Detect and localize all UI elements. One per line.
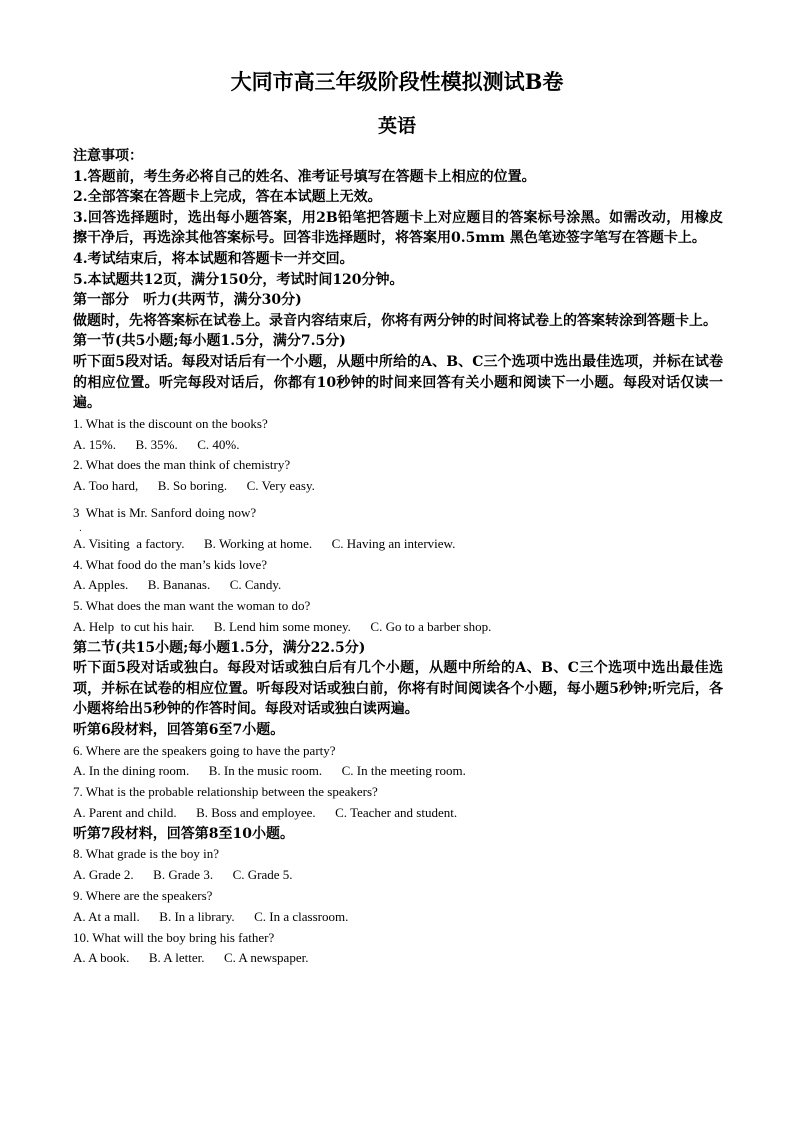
question-4-options: A. Apples. B. Bananas. C. Candy. (73, 577, 282, 593)
note-item-2: 2.全部答案在答题卡上完成，答在本试题上无效。 (73, 189, 382, 206)
question-10: 10. What will the boy bring his father? (73, 929, 275, 945)
question-1: 1. What is the discount on the books? (73, 415, 268, 431)
section2-heading: 第二节(共15小题;每小题1.5分，满分22.5分) (73, 639, 366, 656)
subject-title: 英语 (377, 115, 416, 137)
question-9: 9. Where are the speakers? (73, 888, 213, 904)
question-3-options: A. Visiting a factory. B. Working at home. C. Having an interview. (73, 535, 456, 551)
material-6-heading: 听第6段材料，回答第6至7小题。 (73, 722, 285, 739)
exam-content (73, 146, 723, 969)
question-2-options: A. Too hard, B. So boring. C. Very easy. (73, 478, 315, 494)
question-5: 5. What does the man want the woman to do? (73, 598, 311, 614)
question-2: 2. What does the man think of chemistry? (73, 457, 291, 473)
section1-instruction: 听下面5段对话。每段对话后有一个小题，从题中所给的A、B、C三个选项中选出最佳选项，并标在试卷的相应位置。听完每段对话后，你都有10秒钟的时间来回答有关小题和阅读下一小题。每段对话仅读一遍。 (73, 353, 723, 412)
question-8-options: A. Grade 2. B. Grade 3. C. Grade 5. (73, 867, 293, 883)
question-10-options: A. A book. B. A letter. C. A newspaper. (73, 950, 309, 966)
note-item-4: 4.考试结束后，将本试题和答题卡一并交回。 (73, 250, 354, 267)
material-7-heading: 听第7段材料，回答第8至10小题。 (73, 825, 294, 842)
question-5-options: A. Help to cut his hair. B. Lend him some money. C. Go to a barber shop. (73, 618, 492, 634)
question-6-options: A. In the dining room. B. In the music room. C. In the meeting room. (73, 763, 466, 779)
question-9-options: A. At a mall. B. In a library. C. In a classroom. (73, 908, 349, 924)
question-1-options: A. 15%. B. 35%. C. 40%. (73, 436, 240, 452)
question-6: 6. Where are the speakers going to have the party? (73, 742, 336, 758)
stray-mark: . (79, 523, 82, 534)
question-3: 3 What is Mr. Sanford doing now? (73, 504, 257, 520)
question-4: 4. What food do the man’s kids love? (73, 556, 268, 572)
notes-heading: 注意事项： (73, 148, 143, 164)
note-item-3: 3.回答选择题时，选出每小题答案，用2B铅笔把答题卡上对应题目的答案标号涂黑。如需改动，用橡皮擦干净后，再选涂其他答案标号。回答非选择题时，将答案用0.5mm 黑色笔迹签字笔写在答题卡上。 (73, 209, 723, 247)
part1-heading: 第一部分 听力(共两节，满分30分) (73, 292, 302, 309)
question-7: 7. What is the probable relationship between the speakers? (73, 784, 378, 800)
part1-instruction: 做题时，先将答案标在试卷上。录音内容结束后，你将有两分钟的时间将试卷上的答案转涂到答题卡上。 (73, 312, 717, 329)
section2-instruction: 听下面5段对话或独白。每段对话或独白后有几个小题，从题中所给的A、B、C三个选项中选出最佳选项，并标在试卷的相应位置。听每段对话或独白前，你将有时间阅读各个小题，每小题5秒钟;听完后，各小题将给出5秒钟的作答时间。每段对话或独白读两遍。 (73, 660, 723, 718)
note-item-1: 1.答题前，考生务必将自己的姓名、准考证号填写在答题卡上相应的位置。 (73, 168, 536, 185)
question-7-options: A. Parent and child. B. Boss and employee. C. Teacher and student. (73, 805, 458, 821)
question-8: 8. What grade is the boy in? (73, 846, 219, 862)
exam-title: 大同市高三年级阶段性模拟测试B卷 (230, 69, 564, 94)
note-item-5: 5.本试题共12页，满分150分，考试时间120分钟。 (73, 271, 404, 288)
section1-heading: 第一节(共5小题;每小题1.5分，满分7.5分) (73, 333, 346, 350)
